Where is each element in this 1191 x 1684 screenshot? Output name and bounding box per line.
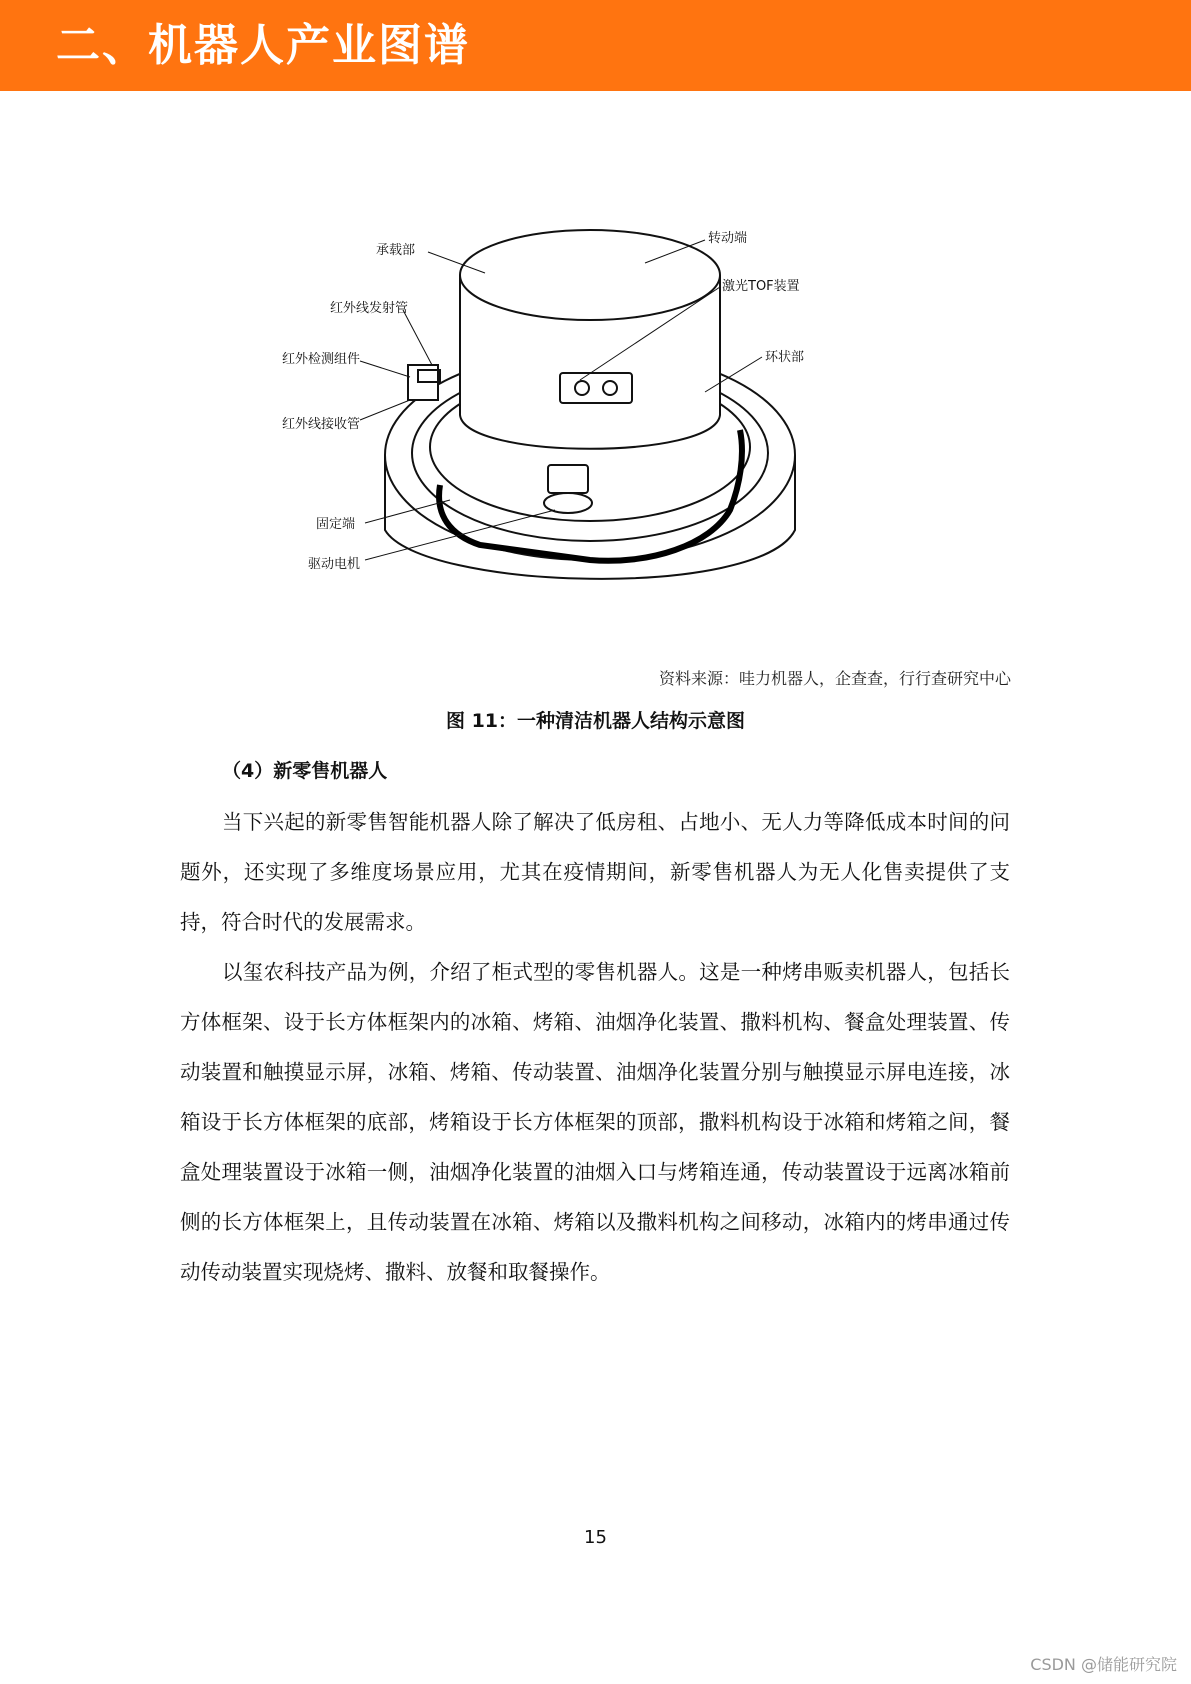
label-ir-detection-module: 红外检测组件	[282, 352, 361, 367]
subsection-title: （4）新零售机器人	[222, 760, 388, 782]
robot-structure-figure	[282, 215, 890, 635]
watermark: CSDN @储能研究院	[1030, 1655, 1177, 1674]
label-rotating-end: 转动端	[708, 231, 748, 246]
label-ir-receiver-tube: 红外线接收管	[282, 417, 361, 432]
label-bearing-part: 承载部	[376, 243, 416, 258]
cylinder-top	[460, 230, 720, 320]
label-ring-part: 环状部	[765, 350, 805, 365]
label-fixed-end: 固定端	[316, 517, 356, 532]
fixed-end-block	[548, 465, 588, 493]
figure-caption: 图 11：一种清洁机器人结构示意图	[445, 710, 746, 732]
drive-motor	[544, 493, 592, 513]
label-laser-tof-device: 激光TOF装置	[722, 279, 800, 294]
figure-source: 资料来源：哇力机器人，企查查，行行查研究中心	[658, 669, 1011, 688]
label-drive-motor: 驱动电机	[308, 557, 361, 572]
label-ir-emitter-tube: 红外线发射管	[330, 301, 409, 316]
robot-diagram	[290, 215, 890, 635]
header-bar	[0, 0, 1191, 91]
section-heading: 二、机器人产业图谱	[56, 20, 470, 71]
paragraph-1: 当下兴起的新零售智能机器人除了解决了低房租、占地小、无人力等降低成本时间的问题外，还实现了多维度场景应用，尤其在疫情期间，新零售机器人为无人化售卖提供了支持，符合时代的发展需求。	[180, 810, 1010, 934]
page-number: 15	[584, 1527, 607, 1548]
paragraph-2: 以玺农科技产品为例，介绍了柜式型的零售机器人。这是一种烤串贩卖机器人，包括长方体框架、设于长方体框架内的冰箱、烤箱、油烟净化装置、撒料机构、餐盒处理装置、传动装置和触摸显示屏，冰箱、烤箱、传动装置、油烟净化装置分别与触摸显示屏电连接，冰箱设于长方体框架的底部，烤箱设于长方体框架的顶部，撒料机构设于冰箱和烤箱之间，餐盒处理装置设于冰箱一侧，油烟净化装置的油烟入口与烤箱连通，传动装置设于远离冰箱前侧的长方体框架上，且传动装置在冰箱、烤箱以及撒料机构之间移动，冰箱内的烤串通过传动传动装置实现烧烤、撒料、放餐和取餐操作。	[180, 960, 1010, 1284]
